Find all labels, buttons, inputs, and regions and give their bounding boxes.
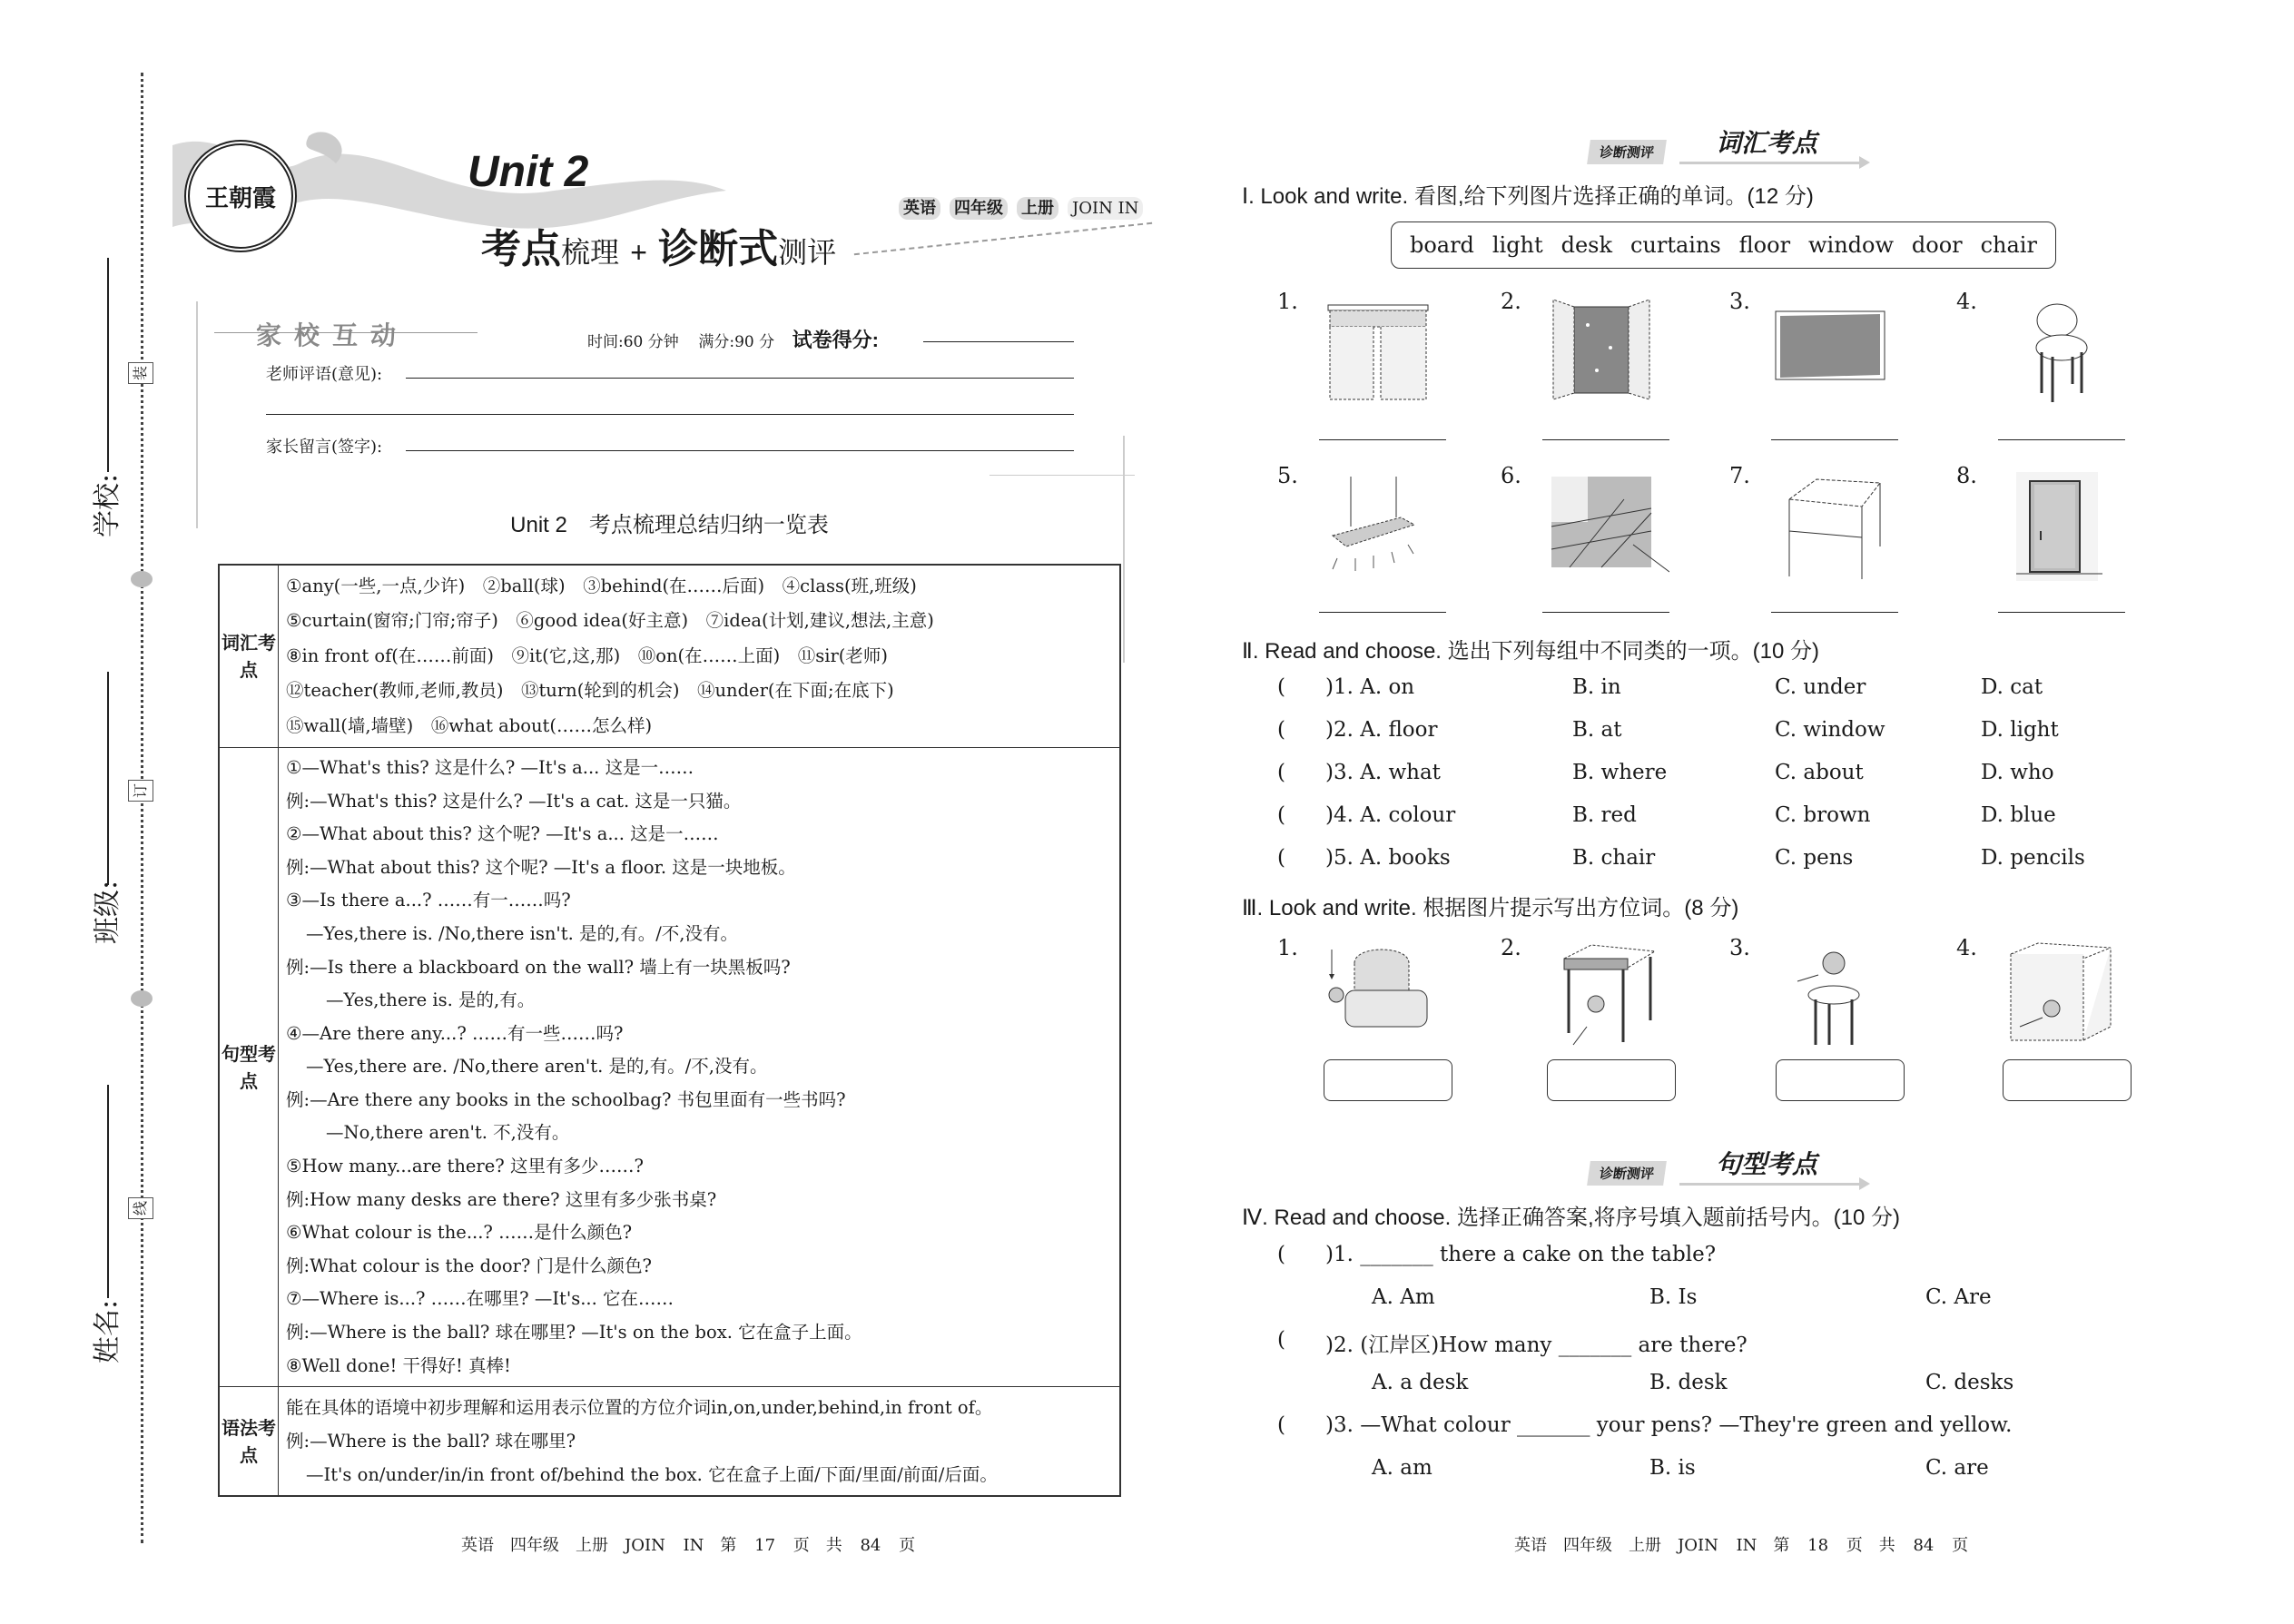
option-a: )2. A. floor [1325,718,1438,742]
main-title-part: 梳理 [561,236,620,269]
summary-line: 例:—Where is the ball? 球在哪里? —It's on the box. 它在盒子上面。 [286,1322,862,1343]
answer-box[interactable] [1547,1059,1676,1101]
option-b: B. is [1649,1456,1696,1480]
section-title: 词汇考点 [1716,129,1818,157]
summary-line: 例:How many desks are there? 这里有多少张书桌? [286,1188,717,1210]
binding-cut-line [141,73,143,1543]
page-footer-right: 英语 四年级 上册 JOIN IN 第 18 页 共 84 页 [1514,1536,1969,1555]
category-cell: 句型考点 [219,747,279,1386]
summary-line: 例:—Is there a blackboard on the wall? 墙上有一块黑板吗? [286,956,791,978]
summary-line: —It's on/under/in/in front of/behind the box. 它在盒子上面/下面/里面/前面/后面。 [306,1464,998,1486]
logo-text: 王朝霞 [204,184,276,212]
summary-line: ⑫teacher(教师,老师,教员) ⑬turn(轮到的机会) ⑭under(在下面;在底下) [286,680,894,702]
board-picture [1762,298,1898,407]
exam-full-score: 满分:90 分 [698,333,775,351]
light-picture [1310,472,1446,581]
item-number: 6. [1501,463,1521,488]
summary-line: 能在具体的语境中初步理解和运用表示位置的方位介词in,on,under,behind,in front of。 [286,1397,993,1419]
part1-heading: Ⅰ. Look and write. 看图,给下列图片选择正确的单词。(12 分) [1242,184,1814,209]
answer-paren[interactable]: ( [1277,718,1285,742]
answer-paren[interactable]: ( [1277,675,1285,699]
unit-title: Unit 2 [468,148,589,196]
option-b: B. Is [1649,1285,1698,1309]
mouse-in-box-picture [1993,940,2129,1049]
option-d: D. cat [1981,675,2043,699]
publisher-logo [184,140,297,252]
binding-marker: 装 [128,362,153,384]
class-label: 班级: [92,880,124,945]
answer-paren[interactable]: ( [1277,803,1285,827]
summary-line: ⑤How many...are there? 这里有多少……? [286,1156,644,1177]
main-title [481,216,836,274]
name-label: 姓名: [92,1299,124,1364]
part4-heading: Ⅳ. Read and choose. 选择正确答案,将序号填入题前括号内。(10 分) [1242,1206,1900,1230]
summary-line: ②—What about this? 这个呢? —It's a... 这是一…… [286,823,719,845]
summary-line: 例:—What about this? 这个呢? —It's a floor. 这是一块地板。 [286,856,796,878]
option-c: C. about [1775,761,1864,784]
summary-line: —Yes,there is. /No,there isn't. 是的,有。/不,没有。 [306,922,738,944]
teacher-comment-field[interactable] [406,378,1074,379]
answer-box[interactable] [1776,1059,1905,1101]
summary-line: —Yes,there is. 是的,有。 [326,989,536,1011]
decor-line [1123,436,1125,663]
table-row-vocab [219,565,1120,747]
exam-meta [587,325,879,353]
summary-line: ①any(一些,一点,少许) ②ball(球) ③behind(在……后面) ④class(班,班级) [286,576,917,596]
home-school-label: 家校互动 [256,320,409,350]
answer-blank[interactable] [1771,612,1898,613]
word-bank-word: curtains [1629,232,1721,258]
option-b: B. chair [1572,846,1656,870]
title-divider [854,222,1152,255]
category-cell: 词汇考点 [219,565,279,747]
parent-comment-label: 家长留言(签字): [266,438,383,457]
option-a: )4. A. colour [1325,803,1456,827]
category-cell: 语法考点 [219,1387,279,1497]
score-field[interactable] [923,341,1074,342]
score-label: 试卷得分: [792,329,879,351]
question-text: )3. —What colour _______ your pens? —They're green and yellow. [1325,1413,2013,1437]
summary-line: ⑮wall(墙,墙壁) ⑯what about(……怎么样) [286,714,653,736]
sentence-points [279,747,1121,1386]
option-d: D. who [1981,761,2054,784]
grammar-points [279,1387,1121,1497]
book-tag: 四年级 [950,197,1008,220]
summary-line: —No,there aren't. 不,没有。 [326,1122,570,1144]
word-bank-word: desk [1561,232,1613,258]
main-title-part: 考点 [481,227,561,271]
option-b: B. in [1572,675,1621,699]
option-b: B. where [1572,761,1668,784]
item-number: 5. [1277,463,1298,488]
summary-line: ⑧in front of(在……前面) ⑨it(它,这,那) ⑩on(在……上面) ⑪sir(老师) [286,645,889,666]
summary-line: 例:—Where is the ball? 球在哪里? [286,1431,576,1452]
answer-blank[interactable] [1542,612,1669,613]
binding-marker: 线 [128,1197,153,1219]
word-bank-word: board [1409,232,1474,258]
answer-blank[interactable] [1319,439,1446,440]
word-bank-word: door [1911,232,1963,258]
option-a: A. am [1372,1456,1433,1480]
item-number: 4. [1956,935,1977,960]
item-number: 3. [1729,935,1750,960]
scissors-icon [131,571,153,587]
page-footer-left: 英语 四年级 上册 JOIN IN 第 17 页 共 84 页 [461,1536,916,1555]
option-d: D. blue [1981,803,2056,827]
option-c: C. brown [1775,803,1871,827]
answer-paren[interactable]: ( [1277,1243,1285,1266]
book-tags [899,195,1152,219]
school-field[interactable] [107,258,109,472]
teacher-comment-label: 老师评语(意见): [266,365,383,384]
mouse-on-stool-picture [1766,940,1902,1049]
option-c: C. under [1775,675,1866,699]
mouse-behind-sofa-picture [1314,940,1450,1049]
binding-marker: 订 [128,780,153,802]
answer-blank[interactable] [1771,439,1898,440]
word-bank-word: chair [1980,232,2037,258]
option-b: B. red [1572,803,1637,827]
arrow-icon [1679,1183,1861,1186]
summary-line: ③—Is there a...? ……有一……吗? [286,890,571,911]
item-number: 2. [1501,935,1521,960]
option-a: A. Am [1372,1285,1435,1309]
option-c: C. pens [1775,846,1854,870]
class-field[interactable] [107,672,109,885]
summary-line: —Yes,there are. /No,there aren't. 是的,有。/不,没有。 [306,1056,768,1078]
question-text: )1. _______ there a cake on the table? [1325,1243,1717,1266]
decor-line [989,475,1135,476]
summary-table-title: Unit 2 考点梳理总结归纳一览表 [510,513,829,537]
main-title-plus: + [630,236,647,269]
part2-heading: Ⅱ. Read and choose. 选出下列每组中不同类的一项。(10 分) [1242,639,1819,664]
word-bank-word: window [1807,232,1894,258]
main-title-part: 诊断式 [658,227,779,271]
option-c: C. window [1775,718,1885,742]
option-a: )3. A. what [1325,761,1441,784]
answer-blank[interactable] [1319,612,1446,613]
answer-blank[interactable] [1998,612,2125,613]
word-bank [1391,221,2056,269]
school-label: 学校: [92,473,124,538]
answer-box[interactable] [2003,1059,2132,1101]
table-row-sentence [219,747,1120,1386]
answer-paren[interactable]: ( [1277,761,1285,784]
curtains-picture [1310,298,1446,407]
item-number: 3. [1729,289,1750,314]
decor-line [196,301,198,528]
exam-time: 时间:60 分钟 [587,333,679,351]
summary-line: ⑦—Where is...? ……在哪里? —It's... 它在…… [286,1288,674,1310]
table-row-grammar [219,1387,1120,1497]
word-bank-word: light [1492,232,1543,258]
answer-paren[interactable]: ( [1277,846,1285,870]
name-field[interactable] [107,1085,109,1298]
option-d: D. pencils [1981,846,2085,870]
section-tag: 诊断测评 [1587,140,1667,164]
summary-line: ④—Are there any...? ……有一些……吗? [286,1022,624,1044]
desk-picture [1762,472,1898,581]
option-a: )5. A. books [1325,846,1451,870]
parent-comment-field[interactable] [406,450,1074,451]
item-number: 2. [1501,289,1521,314]
answer-blank[interactable] [1998,439,2125,440]
answer-box[interactable] [1324,1059,1452,1101]
floor-picture [1533,472,1669,581]
item-number: 8. [1956,463,1977,488]
option-b: B. desk [1649,1371,1728,1394]
summary-line: 例:What colour is the door? 门是什么颜色? [286,1255,653,1276]
item-number: 7. [1729,463,1750,488]
question-text: )2. (江岸区)How many _______ are there? [1325,1334,1748,1357]
arrow-icon [1679,162,1861,164]
option-c: C. Are [1925,1285,1992,1309]
section-header-sentence [1589,1150,1870,1186]
main-title-part: 测评 [778,236,837,269]
option-c: C. are [1925,1456,1989,1480]
option-a: )1. A. on [1325,675,1415,699]
answer-blank[interactable] [1542,439,1669,440]
book-tag: JOIN IN [1068,197,1143,220]
answer-paren[interactable]: ( [1277,1413,1285,1437]
summary-line: ⑥What colour is the...? ……是什么颜色? [286,1222,633,1244]
option-d: D. light [1981,718,2059,742]
option-c: C. desks [1925,1371,2014,1394]
book-tag: 英语 [899,197,940,220]
item-number: 1. [1277,289,1298,314]
option-b: B. at [1572,718,1622,742]
section-title: 句型考点 [1716,1150,1818,1178]
book-tag: 上册 [1017,197,1058,220]
section-header-vocab [1589,129,1870,165]
teacher-comment-field-2[interactable] [266,414,1074,415]
summary-line: ⑤curtain(窗帘;门帘;帘子) ⑥good idea(好主意) ⑦idea(计划,建议,想法,主意) [286,610,934,632]
part3-heading: Ⅲ. Look and write. 根据图片提示写出方位词。(8 分) [1242,896,1739,920]
summary-line: ⑧Well done! 干得好! 真棒! [286,1354,511,1376]
word-bank-word: floor [1738,232,1791,258]
summary-line: ①—What's this? 这是什么? —It's a... 这是一…… [286,756,694,778]
scissors-icon [131,990,153,1007]
window-picture [1533,298,1669,407]
section-tag: 诊断测评 [1587,1161,1667,1186]
item-number: 4. [1956,289,1977,314]
answer-paren[interactable]: ( [1277,1328,1285,1352]
door-picture [1989,472,2125,581]
chair-picture [1989,298,2125,407]
vocab-points [279,565,1121,747]
item-number: 1. [1277,935,1298,960]
summary-line: 例:—Are there any books in the schoolbag? 书包里面有一些书吗? [286,1088,846,1110]
mouse-under-table-picture [1537,940,1673,1049]
summary-line: 例:—What's this? 这是什么? —It's a cat. 这是一只猫。 [286,790,742,812]
option-a: A. a desk [1372,1371,1469,1394]
summary-table [218,564,1121,1497]
